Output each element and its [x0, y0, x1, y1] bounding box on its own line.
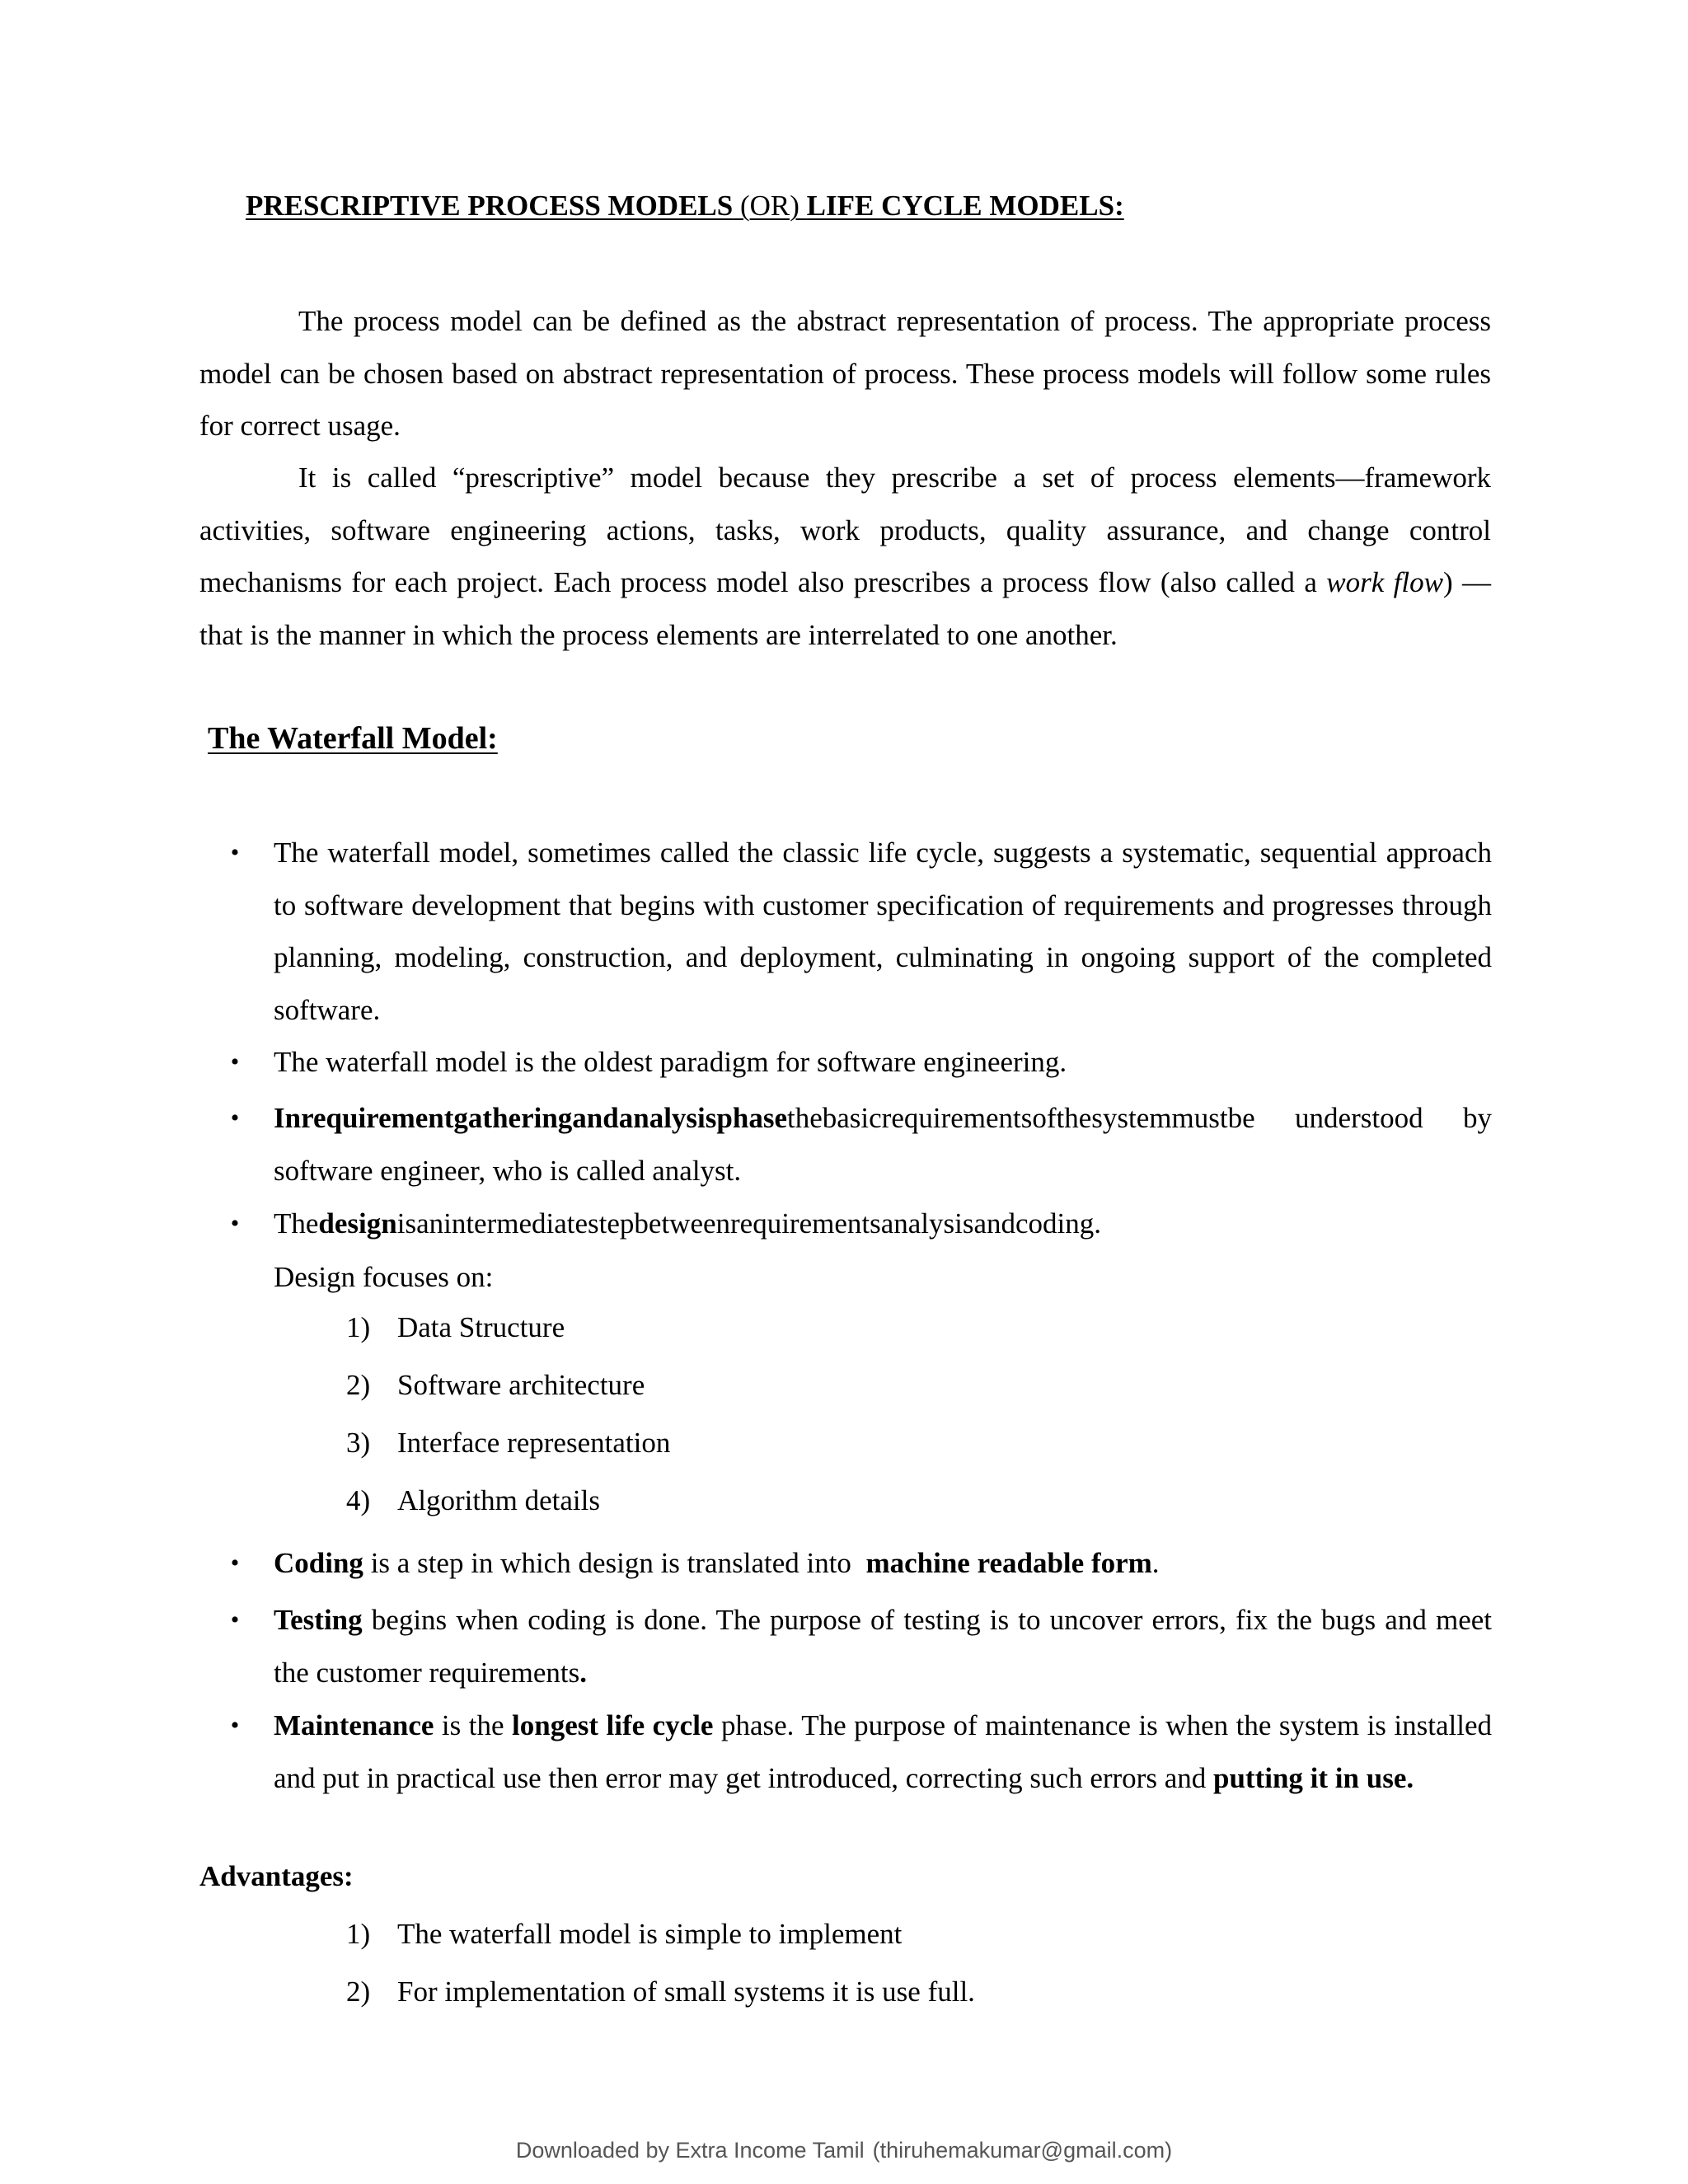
page-title	[246, 188, 1124, 224]
bullet-bold-text-3: putting it in use.	[1212, 1761, 1414, 1794]
numbered-item	[346, 1307, 565, 1348]
section-heading-waterfall: The Waterfall Model:	[208, 721, 498, 756]
bullet-pre-text: The	[274, 1207, 319, 1240]
bullet-end-text: .	[1151, 1547, 1160, 1579]
bullet-bold-text: Testing	[274, 1604, 363, 1636]
item-number: 2)	[346, 1369, 371, 1401]
numbered-item	[346, 1971, 975, 2013]
title-part-2: (OR)	[733, 190, 807, 222]
bullet-text	[274, 1537, 1492, 1590]
numbered-item	[346, 1365, 645, 1406]
item-number: 1)	[346, 1918, 371, 1950]
list-item	[230, 1092, 1492, 1197]
list-item	[230, 1594, 1492, 1699]
footer-text: Downloaded by Extra Income Tamil	[515, 2138, 865, 2163]
bullet-bold-end: .	[579, 1656, 588, 1689]
item-text: Software architecture	[397, 1369, 645, 1401]
paragraph-2-text-a: It is called “prescriptive” model because they prescribe a set of process elements—framework activities, software engineering actions, tasks, work products, quality assurance, and change control mechanisms for each project. Each process model also prescribes a process flow (also called a	[199, 462, 1491, 598]
bullet-icon: •	[230, 1104, 240, 1132]
item-text: Algorithm details	[397, 1484, 600, 1516]
bullet-icon: •	[230, 839, 240, 866]
bullet-bold-text: design	[318, 1207, 397, 1240]
numbered-item	[346, 1422, 670, 1464]
bullet-text	[274, 1594, 1492, 1699]
bullet-text	[274, 1699, 1492, 1804]
footer-email: (thiruhemakumar@gmail.com)	[872, 2138, 1173, 2163]
bullet-text: The waterfall model, sometimes called the classic life cycle, suggests a systematic, sequential approach to software development that begins with customer specification of requirements and progresses through planning, modeling, construction, and deployment, culminating in ongoing support of the completed software.	[274, 837, 1492, 1026]
bullet-rest-text: isanintermediatestepbetweenrequirementsanalysisandcoding.	[396, 1207, 1102, 1240]
item-text: Interface representation	[397, 1427, 671, 1459]
list-item	[230, 1537, 1492, 1590]
bullet-icon: •	[230, 1048, 240, 1076]
bullet-icon: •	[230, 1606, 240, 1633]
bullet-text	[274, 1197, 1492, 1250]
bullet-bold-text-2: longest life cycle	[512, 1709, 714, 1741]
intro-paragraph-1: The process model can be defined as the abstract representation of process. The appropriate process model can be chosen based on abstract representation of process. These process models will follow some rules for correct usage.	[199, 305, 1491, 442]
list-item	[230, 1036, 1492, 1089]
numbered-item	[346, 1914, 902, 1955]
item-text: Data Structure	[397, 1311, 565, 1343]
bullet-bold-text: Inrequirementgatheringandanalysisphase	[274, 1102, 787, 1134]
title-part-1: PRESCRIPTIVE PROCESS MODELS	[246, 190, 734, 222]
item-number: 3)	[346, 1427, 371, 1459]
item-number: 2)	[346, 1975, 371, 2008]
list-item	[230, 1197, 1492, 1250]
item-number: 1)	[346, 1311, 371, 1343]
paragraph-2-text-b: ) —that is the manner in which the process elements are interrelated to one another.	[199, 566, 1492, 651]
bullet-icon: •	[230, 1712, 240, 1739]
intro-paragraph-2	[199, 452, 1491, 661]
bullet-icon: •	[230, 1549, 240, 1577]
item-text: The waterfall model is simple to implement	[397, 1918, 903, 1950]
bullet-mid-text-2: phase. The purpose of maintenance is when the system is installed and put in practical use then error may get introduced, correcting such errors and	[274, 1709, 1492, 1794]
bullet-mid-text: is a step in which design is translated into	[363, 1547, 866, 1579]
list-item	[230, 827, 1492, 1036]
item-text: For implementation of small systems it is use full.	[397, 1975, 975, 2008]
advantages-heading: Advantages:	[199, 1860, 354, 1892]
item-number: 4)	[346, 1484, 371, 1516]
paragraph-2-italic: work flow	[1326, 566, 1443, 598]
title-part-3: LIFE CYCLE MODELS:	[806, 190, 1124, 222]
page-footer	[0, 2136, 1688, 2164]
bullet-bold-text-2: machine readable form	[865, 1547, 1152, 1579]
bullet-rest-text: thebasicrequirementsofthesystemmustbe understood by software engineer, who is called analyst.	[274, 1102, 1492, 1187]
bullet-text	[274, 1092, 1492, 1197]
design-focus-label: Design focuses on:	[274, 1261, 494, 1293]
bullet-mid-text: begins when coding is done. The purpose of testing is to uncover errors, fix the bugs and meet the customer requirements	[274, 1604, 1492, 1689]
numbered-item	[346, 1480, 600, 1521]
bullet-bold-text: Coding	[274, 1547, 363, 1579]
list-item	[230, 1699, 1492, 1804]
bullet-mid-text: is the	[434, 1709, 513, 1741]
bullet-text: The waterfall model is the oldest paradigm for software engineering.	[274, 1046, 1067, 1078]
bullet-icon: •	[230, 1210, 240, 1237]
bullet-bold-text: Maintenance	[274, 1709, 434, 1741]
